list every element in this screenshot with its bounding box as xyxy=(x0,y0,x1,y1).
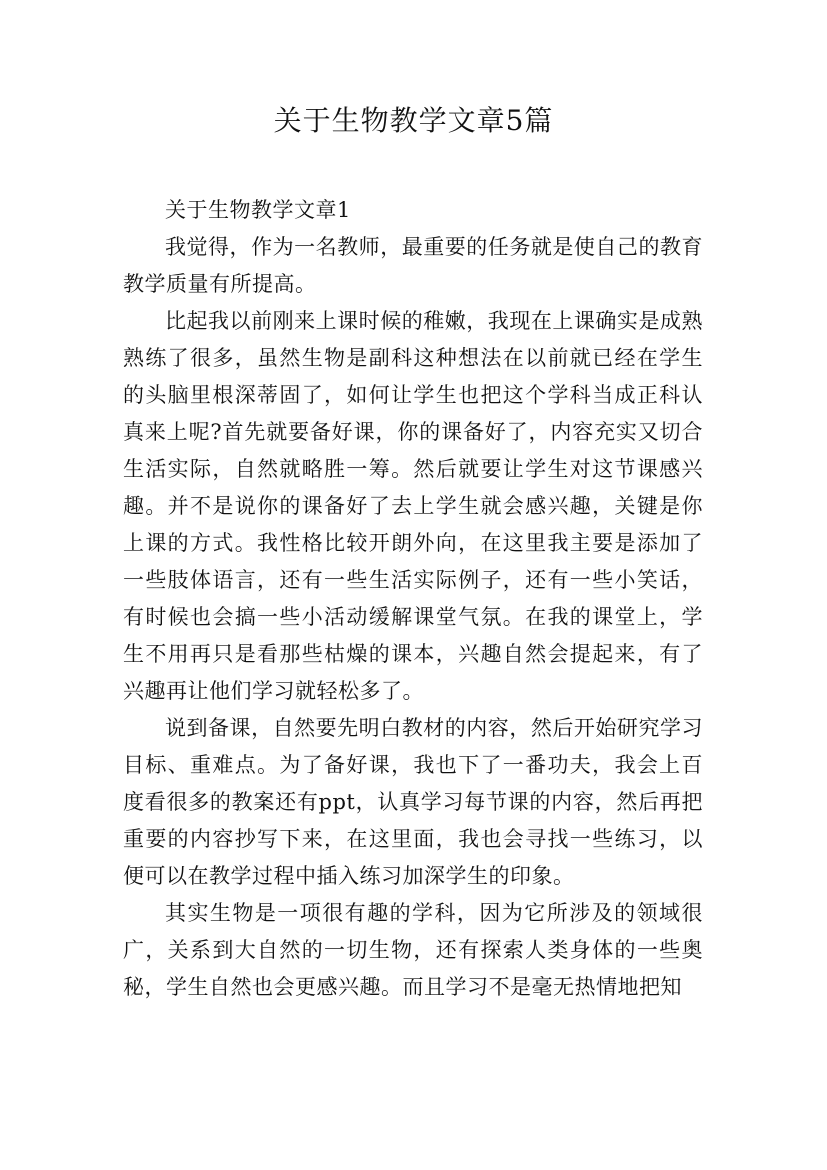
paragraph: 比起我以前刚来上课时候的稚嫩，我现在上课确实是成熟熟练了很多，虽然生物是副科这种想法在以前就已经在学生的头脑里根深蒂固了，如何让学生也把这个学科当成正科认真来上呢?首先就要备好课，你的课备好了，内容充实又切合生活实际，自然就略胜一筹。然后就要让学生对这节课感兴趣。并不是说你的课备好了去上学生就会感兴趣，关键是你上课的方式。我性格比较开朗外向，在这里我主要是添加了一些肢体语言，还有一些生活实际例子，还有一些小笑话，有时候也会搞一些小活动缓解课堂气氛。在我的课堂上，学生不用再只是看那些枯燥的课本，兴趣自然会提起来，有了兴趣再让他们学习就轻松多了。 xyxy=(123,309,703,703)
paragraph: 其实生物是一项很有趣的学科，因为它所涉及的领域很广，关系到大自然的一切生物，还有探索人类身体的一些奥秘，学生自然也会更感兴趣。而且学习不是毫无热情地把知 xyxy=(123,901,703,999)
document-body xyxy=(123,192,703,1006)
paragraph: 我觉得，作为一名教师，最重要的任务就是使自己的教育教学质量有所提高。 xyxy=(123,235,703,296)
document-title: 关于生物教学文章5篇 xyxy=(273,104,554,137)
paragraph: 说到备课，自然要先明白教材的内容，然后开始研究学习目标、重难点。为了备好课，我也下了一番功夫，我会上百度看很多的教案还有ppt，认真学习每节课的内容，然后再把重要的内容抄写下来，在这里面，我也会寻找一些练习，以便可以在教学过程中插入练习加深学生的印象。 xyxy=(123,716,703,888)
section-heading: 关于生物教学文章1 xyxy=(165,198,351,222)
